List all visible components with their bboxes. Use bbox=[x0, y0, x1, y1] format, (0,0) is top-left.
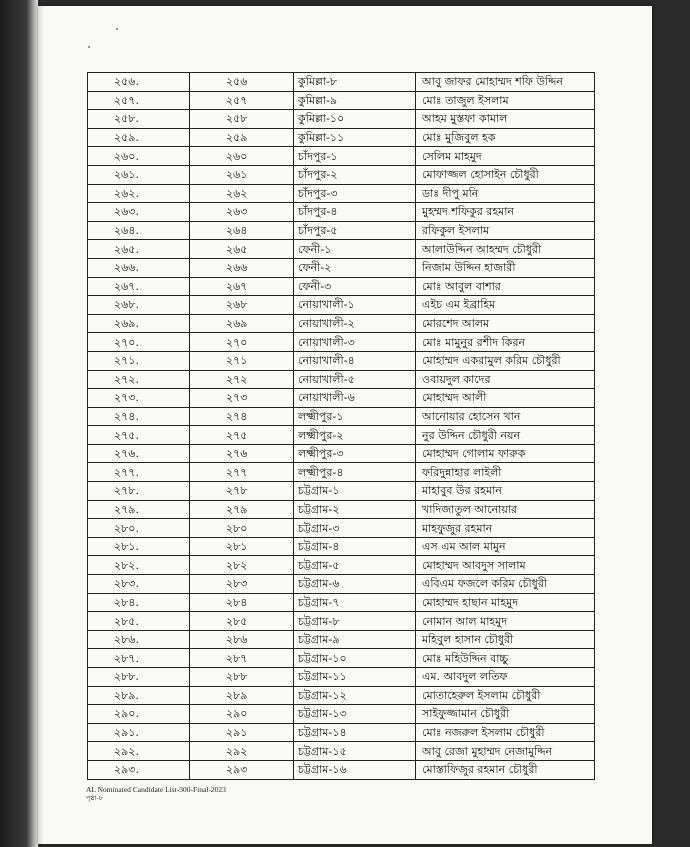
seat-number-cell: ২৬৩ bbox=[190, 203, 294, 222]
candidate-name-cell: এবিএম ফজলে করিম চৌধুরী bbox=[416, 575, 595, 594]
table-row bbox=[88, 705, 595, 724]
candidate-name-cell: মোঃ মহিউদ্দিন বাচ্চু bbox=[416, 649, 595, 668]
constituency-cell: ফেনী-২ bbox=[294, 258, 416, 277]
constituency-cell: লক্ষ্মীপুর-৩ bbox=[294, 444, 416, 463]
seat-number-cell: ২৭৮ bbox=[190, 482, 294, 501]
serial-cell: ২৬৪. bbox=[88, 221, 190, 240]
seat-number-cell: ২৭৯ bbox=[190, 500, 294, 519]
candidate-name-cell: আবু রেজা মুহাম্মদ নেজামুদ্দিন bbox=[416, 742, 595, 761]
table-row bbox=[88, 593, 595, 612]
constituency-cell: লক্ষ্মীপুর-১ bbox=[294, 407, 416, 426]
serial-cell: ২৭৭. bbox=[88, 463, 190, 482]
seat-number-cell: ২৬০ bbox=[190, 147, 294, 166]
seat-number-cell: ২৬১ bbox=[190, 165, 294, 184]
constituency-cell: চাঁদপুর-৪ bbox=[294, 203, 416, 222]
candidate-name-cell: আলাউদ্দিন আহম্মদ চৌধুরী bbox=[416, 240, 595, 259]
serial-cell: ২৬১. bbox=[88, 165, 190, 184]
candidate-name-cell: খাদিজাতুল আনোয়ার bbox=[416, 500, 595, 519]
candidate-name-cell: নিজাম উদ্দিন হাজারী bbox=[416, 258, 595, 277]
seat-number-cell: ২৬৬ bbox=[190, 258, 294, 277]
constituency-cell: চাঁদপুর-১ bbox=[294, 147, 416, 166]
seat-number-cell: ২৭৫ bbox=[190, 426, 294, 445]
seat-number-cell: ২৬৫ bbox=[190, 240, 294, 259]
seat-number-cell: ২৮২ bbox=[190, 556, 294, 575]
serial-cell: ২৭৮. bbox=[88, 482, 190, 501]
table-row bbox=[88, 165, 595, 184]
serial-cell: ২৮৫. bbox=[88, 612, 190, 631]
candidate-name-cell: ওবায়দুল কাদের bbox=[416, 370, 595, 389]
constituency-cell: চট্টগ্রাম-২ bbox=[294, 500, 416, 519]
table-row bbox=[88, 203, 595, 222]
constituency-cell: চট্টগ্রাম-১২ bbox=[294, 686, 416, 705]
seat-number-cell: ২৭০ bbox=[190, 333, 294, 352]
table-row bbox=[88, 258, 595, 277]
serial-cell: ২৫৭. bbox=[88, 91, 190, 110]
candidate-name-cell: রফিকুল ইসলাম bbox=[416, 221, 595, 240]
seat-number-cell: ২৭১ bbox=[190, 351, 294, 370]
constituency-cell: নোয়াখালী-৪ bbox=[294, 351, 416, 370]
candidate-name-cell: ডাঃ দীপু মনি bbox=[416, 184, 595, 203]
table-row bbox=[88, 370, 595, 389]
table-row bbox=[88, 407, 595, 426]
table-row bbox=[88, 482, 595, 501]
seat-number-cell: ২৬৯ bbox=[190, 314, 294, 333]
seat-number-cell: ২৭৪ bbox=[190, 407, 294, 426]
seat-number-cell: ২৭২ bbox=[190, 370, 294, 389]
table-row bbox=[88, 296, 595, 315]
seat-number-cell: ২৮৩ bbox=[190, 575, 294, 594]
paper-speck bbox=[88, 46, 90, 48]
scanner-edge-shadow bbox=[0, 0, 38, 847]
table-row bbox=[88, 73, 595, 92]
table-row bbox=[88, 556, 595, 575]
candidate-table-body bbox=[88, 73, 595, 780]
constituency-cell: চট্টগ্রাম-৫ bbox=[294, 556, 416, 575]
constituency-cell: চাঁদপুর-২ bbox=[294, 165, 416, 184]
seat-number-cell: ২৫৬ bbox=[190, 73, 294, 92]
candidate-name-cell: মহিবুল হাসান চৌধুরী bbox=[416, 630, 595, 649]
serial-cell: ২৮৬. bbox=[88, 630, 190, 649]
serial-cell: ২৬৬. bbox=[88, 258, 190, 277]
table-row bbox=[88, 110, 595, 129]
serial-cell: ২৭৩. bbox=[88, 389, 190, 408]
constituency-cell: কুমিল্লা-১১ bbox=[294, 128, 416, 147]
document-footer bbox=[86, 785, 226, 803]
serial-cell: ২৮৩. bbox=[88, 575, 190, 594]
table-row bbox=[88, 686, 595, 705]
seat-number-cell: ২৫৯ bbox=[190, 128, 294, 147]
constituency-cell: লক্ষ্মীপুর-২ bbox=[294, 426, 416, 445]
serial-cell: ২৭০. bbox=[88, 333, 190, 352]
serial-cell: ২৭৬. bbox=[88, 444, 190, 463]
constituency-cell: চট্টগ্রাম-৯ bbox=[294, 630, 416, 649]
constituency-cell: চট্টগ্রাম-১৩ bbox=[294, 705, 416, 724]
table-row bbox=[88, 444, 595, 463]
constituency-cell: চট্টগ্রাম-১৬ bbox=[294, 760, 416, 779]
constituency-cell: নোয়াখালী-৫ bbox=[294, 370, 416, 389]
constituency-cell: কুমিল্লা-১০ bbox=[294, 110, 416, 129]
serial-cell: ২৭২. bbox=[88, 370, 190, 389]
table-row bbox=[88, 389, 595, 408]
footer-doc-name: AL Nominated Candidate List-300-Final-2023 bbox=[86, 785, 226, 794]
seat-number-cell: ২৬৮ bbox=[190, 296, 294, 315]
serial-cell: ২৬৮. bbox=[88, 296, 190, 315]
constituency-cell: নোয়াখালী-৬ bbox=[294, 389, 416, 408]
seat-number-cell: ২৬২ bbox=[190, 184, 294, 203]
candidate-name-cell: আবু জাফর মোহাম্মদ শফি উদ্দিন bbox=[416, 73, 595, 92]
candidate-name-cell: ফরিদুন্নাহার লাইলী bbox=[416, 463, 595, 482]
candidate-name-cell: মোঃ আবুল বাশার bbox=[416, 277, 595, 296]
seat-number-cell: ২৫৭ bbox=[190, 91, 294, 110]
serial-cell: ২৮৮. bbox=[88, 668, 190, 687]
seat-number-cell: ২৮৯ bbox=[190, 686, 294, 705]
table-row bbox=[88, 668, 595, 687]
seat-number-cell: ২৭৭ bbox=[190, 463, 294, 482]
candidate-name-cell: মোঃ নজরুল ইসলাম চৌধুরী bbox=[416, 723, 595, 742]
table-row bbox=[88, 333, 595, 352]
candidate-name-cell: মোঃ মুজিবুল হক bbox=[416, 128, 595, 147]
candidate-name-cell: মোহাম্মদ আলী bbox=[416, 389, 595, 408]
serial-cell: ২৯১. bbox=[88, 723, 190, 742]
table-row bbox=[88, 575, 595, 594]
serial-cell: ২৮১. bbox=[88, 537, 190, 556]
constituency-cell: চট্টগ্রাম-১ bbox=[294, 482, 416, 501]
serial-cell: ২৫৬. bbox=[88, 73, 190, 92]
serial-cell: ২৭৫. bbox=[88, 426, 190, 445]
constituency-cell: ফেনী-১ bbox=[294, 240, 416, 259]
candidate-name-cell: এস এম আল মামুন bbox=[416, 537, 595, 556]
seat-number-cell: ২৮৪ bbox=[190, 593, 294, 612]
constituency-cell: চট্টগ্রাম-১১ bbox=[294, 668, 416, 687]
serial-cell: ২৬০. bbox=[88, 147, 190, 166]
seat-number-cell: ২৯১ bbox=[190, 723, 294, 742]
seat-number-cell: ২৭৩ bbox=[190, 389, 294, 408]
candidate-name-cell: এইচ এম ইব্রাহিম bbox=[416, 296, 595, 315]
table-row bbox=[88, 184, 595, 203]
table-row bbox=[88, 723, 595, 742]
constituency-cell: নোয়াখালী-১ bbox=[294, 296, 416, 315]
seat-number-cell: ২৮৬ bbox=[190, 630, 294, 649]
table-row bbox=[88, 612, 595, 631]
serial-cell: ২৫৮. bbox=[88, 110, 190, 129]
constituency-cell: চট্টগ্রাম-৪ bbox=[294, 537, 416, 556]
candidate-name-cell: মোহাম্মদ হাছান মাহমুদ bbox=[416, 593, 595, 612]
candidate-name-cell: মোহাম্মদ একরামুল করিম চৌধুরী bbox=[416, 351, 595, 370]
constituency-cell: চট্টগ্রাম-১০ bbox=[294, 649, 416, 668]
table-row bbox=[88, 147, 595, 166]
constituency-cell: ফেনী-৩ bbox=[294, 277, 416, 296]
constituency-cell: চাঁদপুর-৫ bbox=[294, 221, 416, 240]
table-row bbox=[88, 240, 595, 259]
footer-page-label: পৃষ্ঠা-৮ bbox=[86, 794, 104, 802]
constituency-cell: নোয়াখালী-৩ bbox=[294, 333, 416, 352]
seat-number-cell: ২৯৩ bbox=[190, 760, 294, 779]
seat-number-cell: ২৬৭ bbox=[190, 277, 294, 296]
seat-number-cell: ২৮০ bbox=[190, 519, 294, 538]
serial-cell: ২৭১. bbox=[88, 351, 190, 370]
serial-cell: ২৮৪. bbox=[88, 593, 190, 612]
table-row bbox=[88, 277, 595, 296]
candidate-name-cell: মোঃ মামুনুর রশীদ কিরন bbox=[416, 333, 595, 352]
candidate-name-cell: এম. আবদুল লতিফ bbox=[416, 668, 595, 687]
candidate-name-cell: আহম মুস্তফা কামাল bbox=[416, 110, 595, 129]
candidate-name-cell: মাহাবুব উর রহমান bbox=[416, 482, 595, 501]
constituency-cell: চট্টগ্রাম-৩ bbox=[294, 519, 416, 538]
table-row bbox=[88, 221, 595, 240]
serial-cell: ২৫৯. bbox=[88, 128, 190, 147]
seat-number-cell: ২৮১ bbox=[190, 537, 294, 556]
constituency-cell: নোয়াখালী-২ bbox=[294, 314, 416, 333]
serial-cell: ২৯২. bbox=[88, 742, 190, 761]
table-row bbox=[88, 742, 595, 761]
candidate-name-cell: মাহফুজুর রহমান bbox=[416, 519, 595, 538]
candidate-table bbox=[87, 72, 595, 780]
candidate-name-cell: মুহম্মদ শফিকুর রহমান bbox=[416, 203, 595, 222]
seat-number-cell: ২৫৮ bbox=[190, 110, 294, 129]
serial-cell: ২৮২. bbox=[88, 556, 190, 575]
seat-number-cell: ২৮৮ bbox=[190, 668, 294, 687]
candidate-name-cell: মোতাহেরুল ইসলাম চৌধুরী bbox=[416, 686, 595, 705]
serial-cell: ২৮০. bbox=[88, 519, 190, 538]
candidate-name-cell: মোঃ তাজুল ইসলাম bbox=[416, 91, 595, 110]
serial-cell: ২৭৪. bbox=[88, 407, 190, 426]
table-row bbox=[88, 760, 595, 779]
serial-cell: ২৬৭. bbox=[88, 277, 190, 296]
candidate-name-cell: নোমান আল মাহমুদ bbox=[416, 612, 595, 631]
seat-number-cell: ২৬৪ bbox=[190, 221, 294, 240]
paper-speck bbox=[116, 28, 118, 30]
constituency-cell: চট্টগ্রাম-১৫ bbox=[294, 742, 416, 761]
table-row bbox=[88, 463, 595, 482]
serial-cell: ২৮৯. bbox=[88, 686, 190, 705]
table-row bbox=[88, 630, 595, 649]
serial-cell: ২৬৯. bbox=[88, 314, 190, 333]
serial-cell: ২৯০. bbox=[88, 705, 190, 724]
table-row bbox=[88, 519, 595, 538]
seat-number-cell: ২৭৬ bbox=[190, 444, 294, 463]
serial-cell: ২৬৫. bbox=[88, 240, 190, 259]
table-row bbox=[88, 500, 595, 519]
seat-number-cell: ২৮৭ bbox=[190, 649, 294, 668]
constituency-cell: কুমিল্লা-৮ bbox=[294, 73, 416, 92]
candidate-name-cell: মোস্তাফিজুর রহমান চৌধুরী bbox=[416, 760, 595, 779]
serial-cell: ২৬২. bbox=[88, 184, 190, 203]
serial-cell: ২৮৭. bbox=[88, 649, 190, 668]
constituency-cell: লক্ষ্মীপুর-৪ bbox=[294, 463, 416, 482]
candidate-name-cell: নুর উদ্দিন চৌধুরী নয়ন bbox=[416, 426, 595, 445]
constituency-cell: চট্টগ্রাম-৬ bbox=[294, 575, 416, 594]
candidate-name-cell: সেলিম মাহমুদ bbox=[416, 147, 595, 166]
constituency-cell: চট্টগ্রাম-১৪ bbox=[294, 723, 416, 742]
serial-cell: ২৬৩. bbox=[88, 203, 190, 222]
table-row bbox=[88, 649, 595, 668]
candidate-name-cell: মোরশেদ আলম bbox=[416, 314, 595, 333]
seat-number-cell: ২৯২ bbox=[190, 742, 294, 761]
seat-number-cell: ২৯০ bbox=[190, 705, 294, 724]
table-row bbox=[88, 128, 595, 147]
constituency-cell: চাঁদপুর-৩ bbox=[294, 184, 416, 203]
table-row bbox=[88, 537, 595, 556]
candidate-name-cell: আনোয়ার হোসেন খান bbox=[416, 407, 595, 426]
serial-cell: ২৯৩. bbox=[88, 760, 190, 779]
table-row bbox=[88, 91, 595, 110]
constituency-cell: চট্টগ্রাম-৮ bbox=[294, 612, 416, 631]
candidate-name-cell: সাইফুজ্জামান চৌধুরী bbox=[416, 705, 595, 724]
table-row bbox=[88, 314, 595, 333]
candidate-name-cell: মোহাম্মদ গোলাম ফারুক bbox=[416, 444, 595, 463]
seat-number-cell: ২৮৫ bbox=[190, 612, 294, 631]
table-row bbox=[88, 351, 595, 370]
constituency-cell: কুমিল্লা-৯ bbox=[294, 91, 416, 110]
serial-cell: ২৭৯. bbox=[88, 500, 190, 519]
candidate-name-cell: মোহাম্মদ আবদুস সালাম bbox=[416, 556, 595, 575]
table-row bbox=[88, 426, 595, 445]
constituency-cell: চট্টগ্রাম-৭ bbox=[294, 593, 416, 612]
candidate-name-cell: মোফাজ্জল হোসাইন চৌধুরী bbox=[416, 165, 595, 184]
